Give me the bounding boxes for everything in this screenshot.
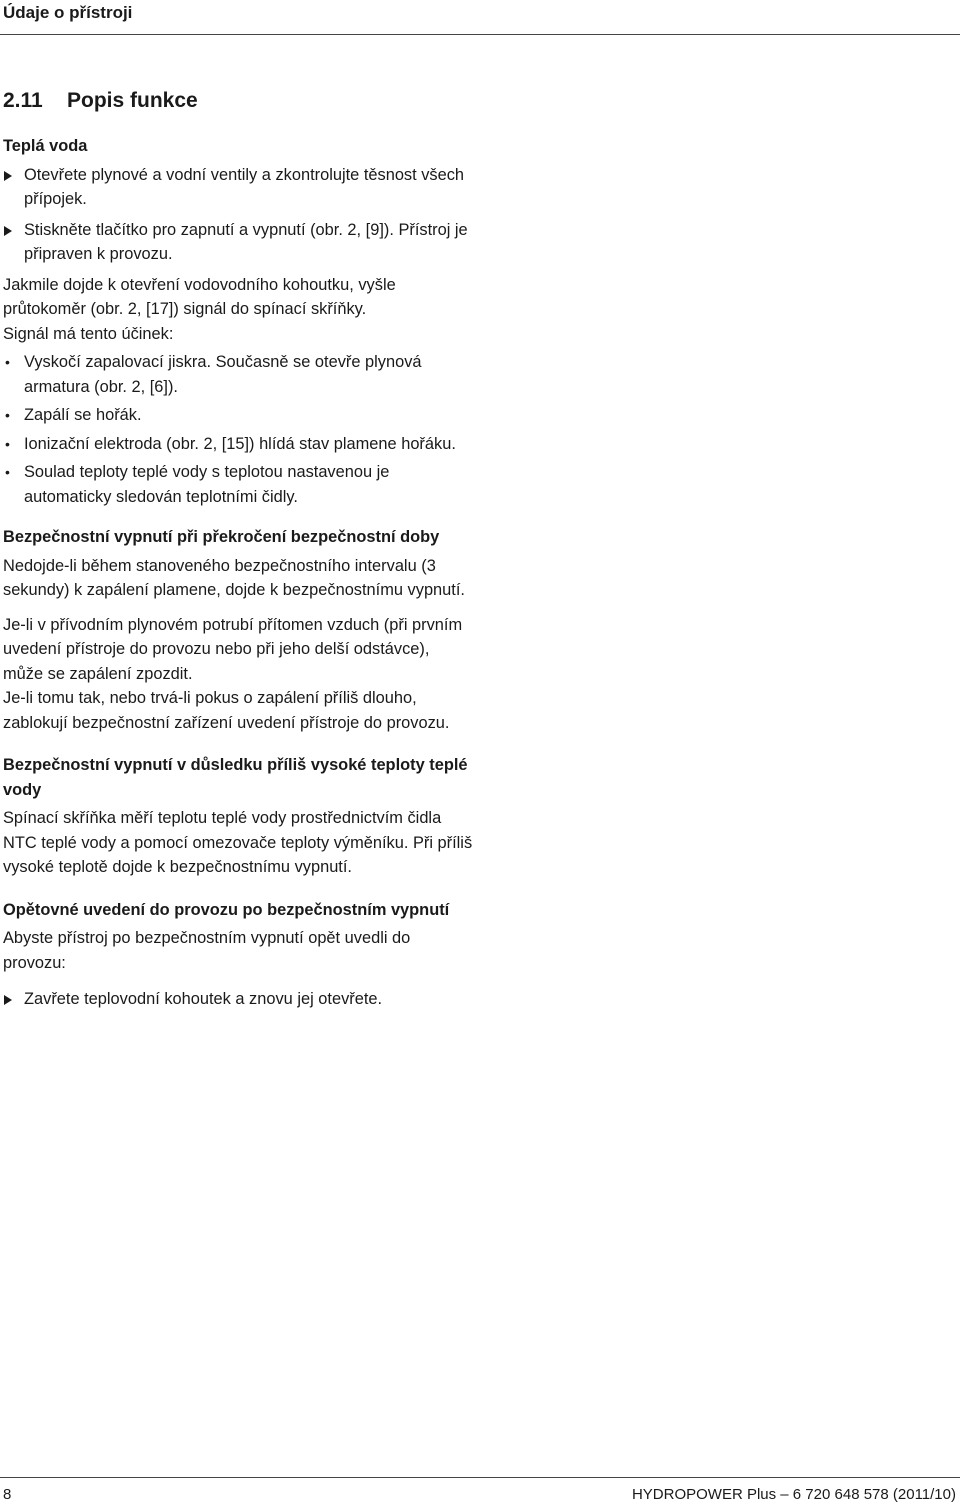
signal-effect-1 (3, 350, 473, 399)
running-header: Údaje o přístroji (3, 3, 133, 22)
section-number: 2.11 (3, 89, 43, 112)
step-text: Stiskněte tlačítko pro zapnutí a vypnutí (obr. 2, [9]). Přístroj je připraven k provozu. (24, 220, 468, 263)
section-title (3, 89, 198, 113)
signal-effect-2 (3, 403, 473, 428)
bullet-dot-icon: • (5, 354, 10, 370)
restart-heading: Opětovné uvedení do provozu po bezpečnostním vypnutí (3, 900, 450, 919)
bullet-dot-icon: • (5, 464, 10, 480)
step-arrow-icon (4, 171, 12, 181)
bullet-dot-icon: • (5, 407, 10, 423)
safety-temperature-heading: Bezpečnostní vypnutí v důsledku příliš vysoké teploty teplé vody (3, 756, 468, 799)
bullet-text: Vyskočí zapalovací jiskra. Současně se otevře plynová armatura (obr. 2, [6]). (24, 353, 422, 396)
safety-time-heading: Bezpečnostní vypnutí při překročení bezpečnostní doby (3, 528, 440, 546)
safety-time-paragraph-2: Je-li v přívodním plynovém potrubí přítomen vzduch (při prvním uvedení přístroje do provozu nebo při jeho delší odstávce), může se zapálení zpozdit. (3, 615, 463, 683)
restart-step (3, 987, 473, 1012)
bullet-text: Ionizační elektroda (obr. 2, [15]) hlídá stav plamene hořáku. (24, 434, 456, 453)
step-text: Zavřete teplovodní kohoutek a znovu jej otevřete. (24, 990, 383, 1008)
step-arrow-icon (4, 995, 12, 1005)
hot-water-step-1 (3, 163, 473, 212)
safety-temperature-paragraph: Spínací skříňka měří teplotu teplé vody prostřednictvím čidla NTC teplé vody a pomocí omezovače teploty výměníku. Při příliš vysoké teplotě dojde k bezpečnostnímu vypnutí. (3, 809, 473, 876)
signal-effect-4 (3, 460, 473, 509)
footer-product-info: HYDROPOWER Plus – 6 720 648 578 (2011/10) (631, 1486, 956, 1503)
bullet-text: Zapálí se hořák. (24, 406, 142, 424)
safety-time-paragraph-3: Je-li tomu tak, nebo trvá-li pokus o zapálení příliš dlouho, zablokují bezpečnostní zařízení uvedení přístroje do provozu. (3, 689, 450, 732)
step-arrow-icon (4, 226, 12, 236)
bullet-text: Soulad teploty teplé vody s teplotou nastavenou je automaticky sledován teplotními čidly. (24, 463, 390, 506)
step-text: Otevřete plynové a vodní ventily a zkontrolujte těsnost všech přípojek. (24, 165, 465, 208)
hot-water-step-2 (3, 218, 473, 267)
page-number: 8 (3, 1486, 12, 1503)
safety-time-paragraph-1: Nedojde-li během stanoveného bezpečnostního intervalu (3 sekundy) k zapálení plamene, dojde k bezpečnostnímu vypnutí. (3, 556, 465, 599)
restart-paragraph: Abyste přístroj po bezpečnostním vypnutí opět uvedli do provozu: (3, 929, 411, 972)
hot-water-intro: Jakmile dojde k otevření vodovodního kohoutku, vyšle průtokoměr (obr. 2, [17]) signál do spínací skříňky. (3, 275, 396, 318)
hot-water-heading: Teplá voda (3, 137, 88, 155)
section-title-text: Popis funkce (67, 89, 198, 112)
signal-intro: Signál má tento účinek: (3, 324, 174, 343)
main-content (3, 134, 473, 1012)
signal-effect-3 (3, 432, 473, 457)
footer-divider (0, 1477, 960, 1478)
bullet-dot-icon: • (5, 435, 10, 452)
header-divider (0, 34, 960, 35)
